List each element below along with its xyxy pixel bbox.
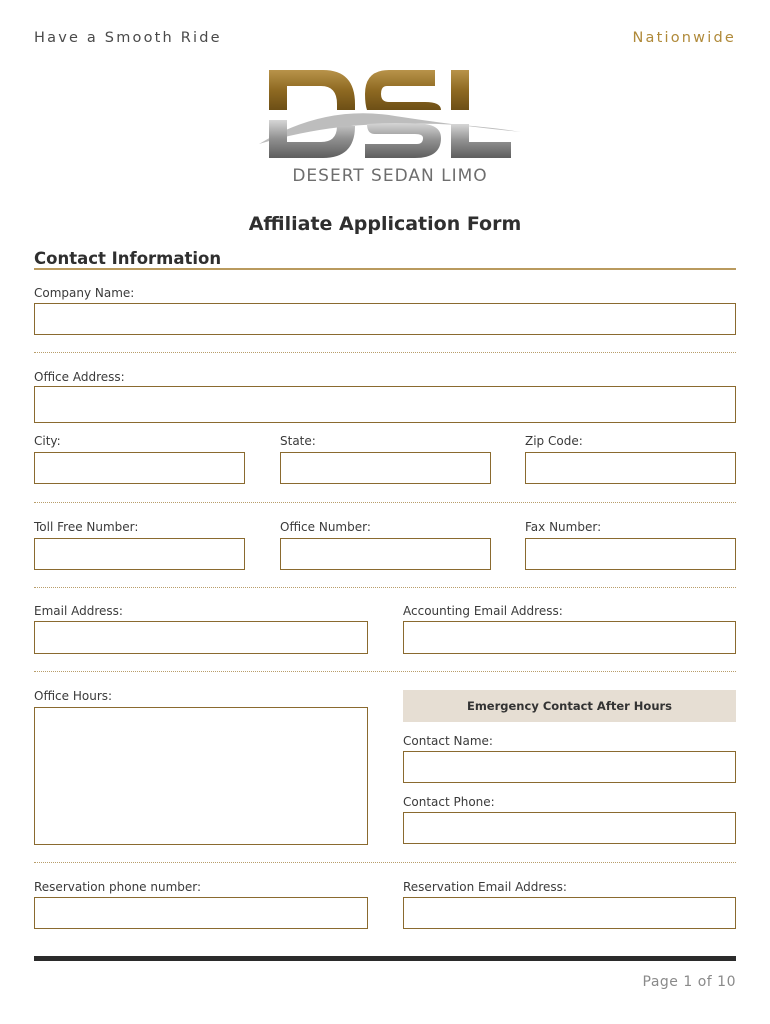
row-divider (34, 352, 736, 353)
office-address-field[interactable] (34, 386, 736, 423)
footer-divider (34, 956, 736, 961)
accounting-email-label: Accounting Email Address: (403, 604, 563, 618)
state-field[interactable] (280, 452, 491, 484)
zip-label: Zip Code: (525, 434, 583, 448)
dsl-logo-graphic (255, 64, 525, 190)
office-number-field[interactable] (280, 538, 491, 570)
section-title: Contact Information (34, 249, 222, 268)
contact-phone-field[interactable] (403, 812, 736, 844)
reservation-phone-label: Reservation phone number: (34, 880, 202, 894)
section-divider (34, 268, 736, 270)
fax-field[interactable] (525, 538, 736, 570)
city-field[interactable] (34, 452, 245, 484)
toll-free-label: Toll Free Number: (34, 520, 139, 534)
row-divider (34, 502, 736, 503)
row-divider (34, 862, 736, 863)
logo-wordmark: DESERT SEDAN LIMO (292, 166, 488, 186)
office-hours-field[interactable] (34, 707, 368, 845)
tagline: Have a Smooth Ride (34, 30, 222, 46)
company-name-field[interactable] (34, 303, 736, 335)
contact-name-field[interactable] (403, 751, 736, 783)
office-address-label: Office Address: (34, 370, 125, 384)
toll-free-field[interactable] (34, 538, 245, 570)
reservation-phone-field[interactable] (34, 897, 368, 929)
office-hours-label: Office Hours: (34, 689, 113, 703)
form-title: Affiliate Application Form (248, 213, 522, 235)
emergency-contact-heading: Emergency Contact After Hours (403, 690, 736, 722)
row-divider (34, 671, 736, 672)
reservation-email-field[interactable] (403, 897, 736, 929)
accounting-email-field[interactable] (403, 621, 736, 654)
email-field[interactable] (34, 621, 368, 654)
company-logo (255, 64, 525, 190)
reservation-email-label: Reservation Email Address: (403, 880, 567, 894)
page-number: Page 1 of 10 (642, 974, 736, 990)
company-name-label: Company Name: (34, 286, 135, 300)
row-divider (34, 587, 736, 588)
contact-name-label: Contact Name: (403, 734, 493, 748)
region-label: Nationwide (632, 30, 736, 46)
zip-field[interactable] (525, 452, 736, 484)
fax-label: Fax Number: (525, 520, 602, 534)
city-label: City: (34, 434, 61, 448)
contact-phone-label: Contact Phone: (403, 795, 495, 809)
state-label: State: (280, 434, 316, 448)
office-number-label: Office Number: (280, 520, 371, 534)
email-label: Email Address: (34, 604, 123, 618)
